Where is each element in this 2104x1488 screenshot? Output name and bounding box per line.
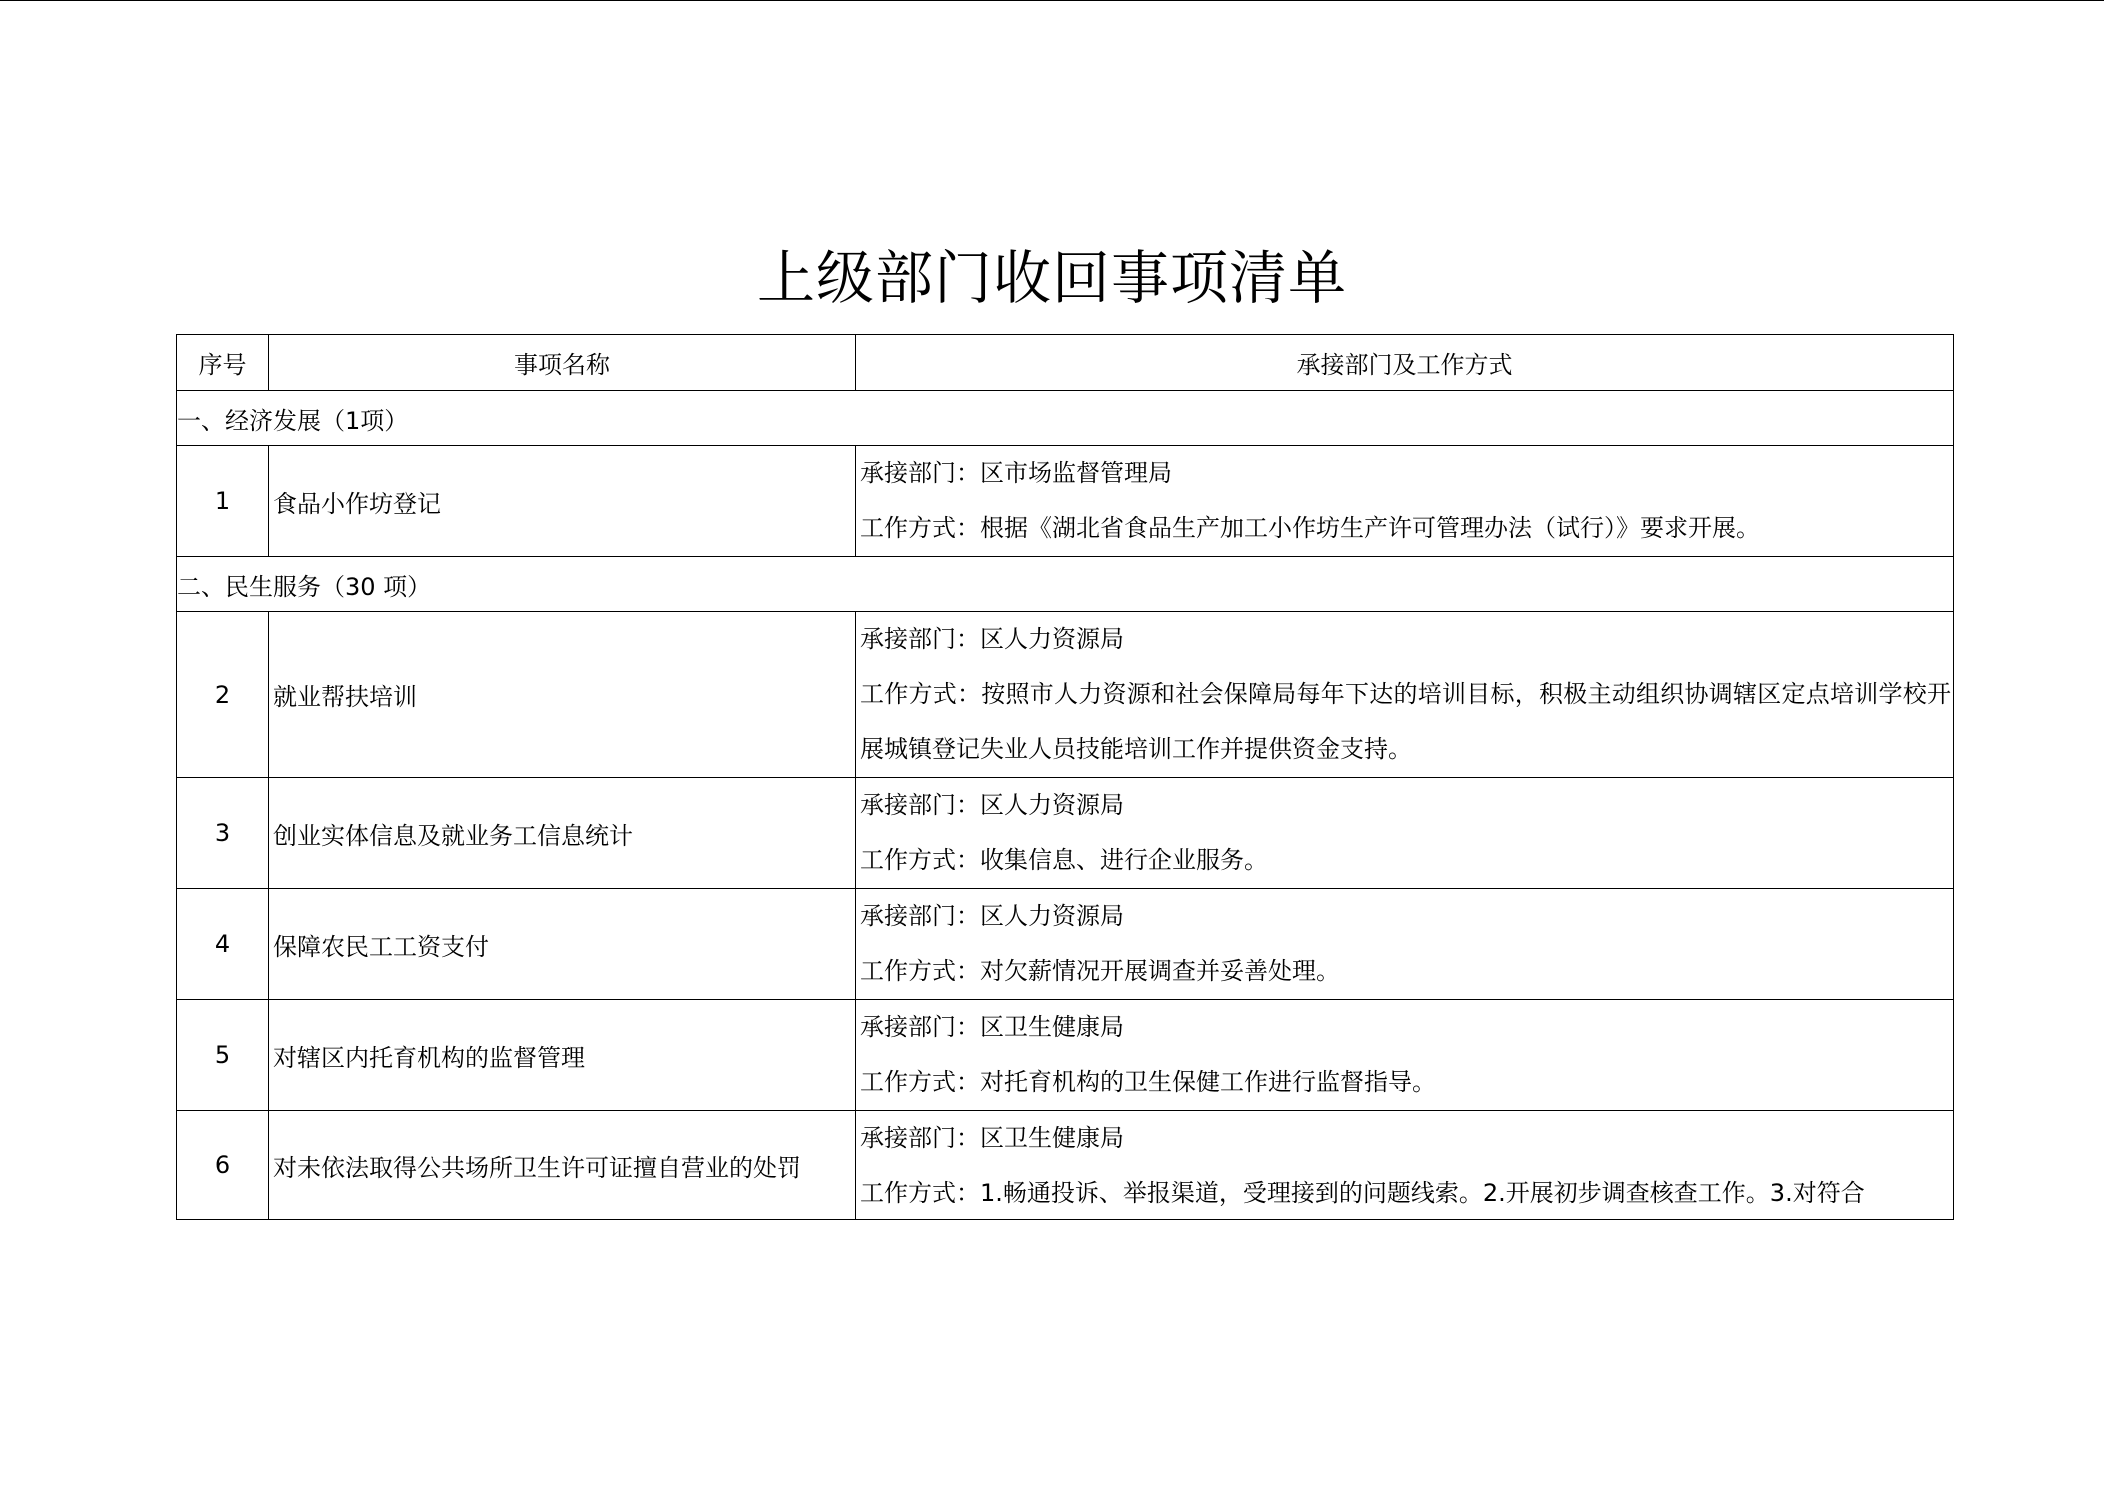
row-item-name: 就业帮扶培训 [269,612,856,778]
row-method-clip [860,1111,1951,1219]
row-number: 6 [177,1111,269,1220]
table-header-row [177,335,1954,391]
row-department: 承接部门：区市场监督管理局 [860,459,1172,487]
category-label: 一、经济发展（1项） [177,391,1954,446]
row-number: 2 [177,612,269,778]
table-row [177,1000,1954,1111]
header-department-method: 承接部门及工作方式 [856,335,1954,391]
row-number: 5 [177,1000,269,1111]
row-item-name: 对未依法取得公共场所卫生许可证擅自营业的处罚 [269,1111,856,1220]
items-table [176,334,1954,1220]
row-method: 工作方式：对欠薪情况开展调查并妥善处理。 [860,957,1340,985]
category-row-economic [177,391,1954,446]
row-item-name: 食品小作坊登记 [269,446,856,557]
row-item-name: 保障农民工工资支付 [269,889,856,1000]
row-department: 承接部门：区卫生健康局 [860,1013,1124,1041]
row-method: 工作方式：收集信息、进行企业服务。 [860,846,1268,874]
row-department-method [856,612,1954,778]
row-department: 承接部门：区卫生健康局 [860,1124,1124,1152]
row-item-name: 创业实体信息及就业务工信息统计 [269,778,856,889]
row-department: 承接部门：区人力资源局 [860,902,1124,930]
row-number: 3 [177,778,269,889]
row-department-method [856,1000,1954,1111]
row-department-method [856,446,1954,557]
row-method: 工作方式：根据《湖北省食品生产加工小作坊生产许可管理办法（试行）》要求开展。 [860,514,1760,542]
row-department: 承接部门：区人力资源局 [860,625,1124,653]
row-department: 承接部门：区人力资源局 [860,791,1124,819]
table-row [177,778,1954,889]
row-department-method [856,1111,1954,1220]
table-row [177,446,1954,557]
row-number: 4 [177,889,269,1000]
page-title: 上级部门收回事项清单 [756,244,1347,312]
row-method: 工作方式：对托育机构的卫生保健工作进行监督指导。 [860,1068,1436,1096]
table-row [177,1111,1954,1220]
header-number: 序号 [177,335,269,391]
row-department-method [856,889,1954,1000]
table-row [177,889,1954,1000]
row-department-method [856,778,1954,889]
category-label: 二、民生服务（30 项） [177,557,1954,612]
category-row-livelihood [177,557,1954,612]
header-item-name: 事项名称 [269,335,856,391]
table-row [177,612,1954,778]
page-top-border [0,0,2104,1]
row-method: 工作方式：按照市人力资源和社会保障局每年下达的培训目标，积极主动组织协调辖区定点培训学校开展城镇登记失业人员技能培训工作并提供资金支持。 [860,680,1951,763]
row-number: 1 [177,446,269,557]
row-item-name: 对辖区内托育机构的监督管理 [269,1000,856,1111]
row-method: 工作方式：1.畅通投诉、举报渠道，受理接到的问题线索。2.开展初步调查核查工作。3.对符合 [860,1179,1865,1207]
